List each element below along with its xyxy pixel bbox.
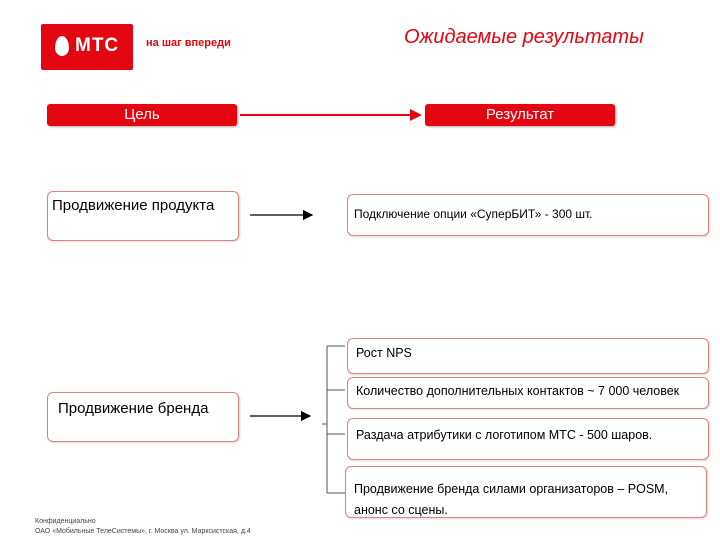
goal-label: Продвижение бренда bbox=[58, 400, 209, 417]
logo-brand-text: МТС bbox=[75, 35, 120, 56]
result-box bbox=[345, 466, 707, 518]
goal-box-brand bbox=[47, 392, 239, 442]
goal-label: Продвижение продукта bbox=[52, 197, 215, 214]
result-label: Продвижение бренда силами организаторов – POSM, анонс со сцены. bbox=[354, 482, 669, 517]
logo-slogan: на шаг впереди bbox=[146, 37, 231, 49]
result-box bbox=[347, 377, 709, 409]
result-label: Раздача атрибутики с логотипом МТС - 500 шаров. bbox=[356, 428, 653, 442]
page-title: Ожидаемые результаты bbox=[404, 26, 644, 48]
result-box bbox=[347, 418, 709, 460]
result-box bbox=[347, 194, 709, 236]
footer-confidential: Конфиденциально bbox=[35, 518, 96, 525]
result-label: Количество дополнительных контактов ~ 7 000 человек bbox=[356, 384, 680, 398]
result-box bbox=[347, 338, 709, 374]
goal-box-product bbox=[47, 191, 239, 241]
result-label: Подключение опции «СуперБИТ» - 300 шт. bbox=[354, 207, 593, 221]
footer-address: ОАО «Мобильные ТелеСистемы», г. Москва ул. Марксистская, д.4 bbox=[35, 528, 251, 535]
goal-header: Цель bbox=[47, 104, 237, 126]
result-header: Результат bbox=[425, 104, 615, 126]
footer bbox=[35, 517, 251, 537]
result-label: Рост NPS bbox=[356, 346, 412, 360]
